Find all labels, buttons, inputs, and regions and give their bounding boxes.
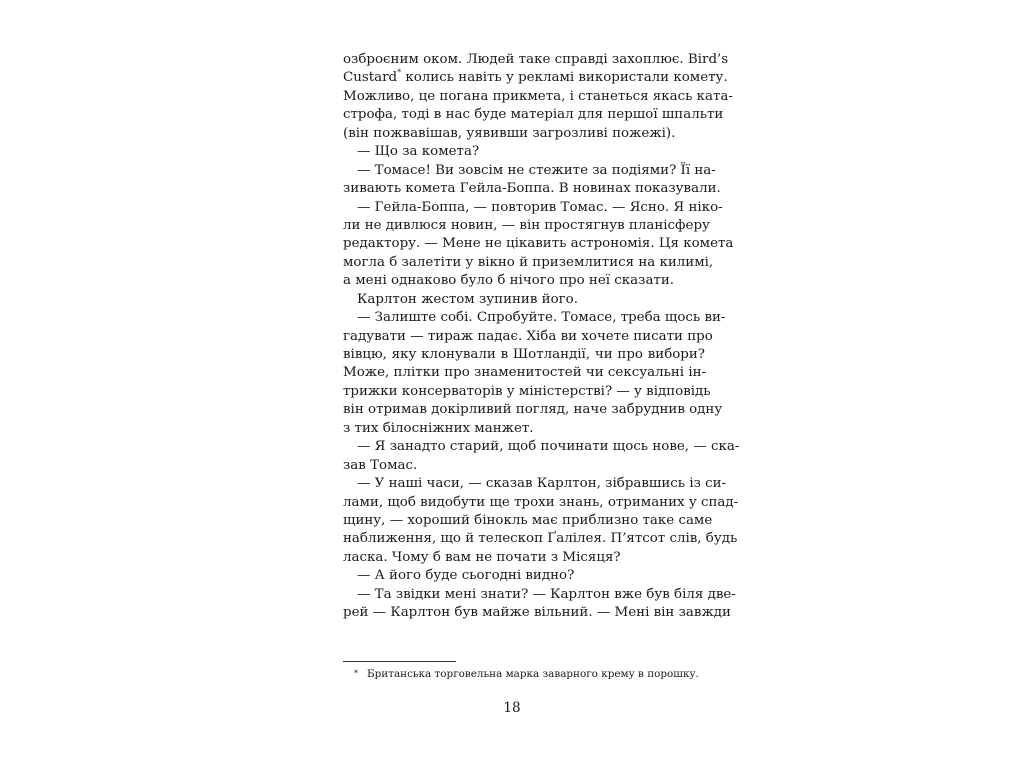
footnote-divider xyxy=(343,661,456,662)
text-line: вівцю, яку клонували в Шотландії, чи про вибори? xyxy=(343,347,705,362)
text-line: могла б залетіти у вікно й приземлитися на килимі, xyxy=(343,254,714,270)
text-line: ли не дивлюся новин, — він простягнув планісферу xyxy=(343,217,710,233)
text-line: редактору. — Мене не цікавить астрономія. Ця комета xyxy=(343,236,734,252)
footnote-mark: * xyxy=(354,669,358,678)
text-line: Карлтон жестом зупинив його. xyxy=(357,291,578,307)
text-line: з тих білосніжних манжет. xyxy=(343,420,534,436)
footnote-ref-mark: * xyxy=(397,68,402,78)
text-line-with-footnote-ref xyxy=(343,68,728,87)
footnote-ref-word: Custard xyxy=(343,70,398,86)
text-line: строфа, тоді в нас буде матеріал для першої шпальти xyxy=(343,107,724,123)
text-line: — Я занадто старий, щоб починати щось нове, — ска- xyxy=(357,439,740,455)
text-line: щину, — хороший бінокль має приблизно таке саме xyxy=(343,512,713,528)
text-line: Може, плітки про знаменитостей чи сексуальні ін- xyxy=(343,365,707,381)
text-line: а мені однаково було б нічого про неї сказати. xyxy=(343,273,675,289)
page-number: 18 xyxy=(503,700,521,716)
text-line: — Що за комета? xyxy=(357,144,480,160)
text-line: зивають комета Гейла-Боппа. В новинах показували. xyxy=(343,181,721,197)
text-line: — А його буде сьогодні видно? xyxy=(357,568,575,584)
text-line-rest: колись навіть у рекламі використали комету. xyxy=(405,70,728,86)
text-line: озброєним оком. Людей таке справді захоплює. Bird’s xyxy=(343,52,729,67)
text-line: — Та звідки мені знати? — Карлтон вже був біля две- xyxy=(357,586,736,602)
text-line: наближення, що й телескоп Ґалілея. П’ятсот слів, будь xyxy=(343,531,738,547)
text-line: зав Томас. xyxy=(343,457,418,473)
text-line: — Томасе! Ви зовсім не стежите за подіями? Її на- xyxy=(357,162,716,178)
text-line: трижки консерваторів у міністерстві? — у відповідь xyxy=(343,383,711,399)
text-line: Можливо, це погана прикмета, і станеться якась ката- xyxy=(343,88,733,104)
text-line: гадувати — тираж падає. Хіба ви хочете писати про xyxy=(343,328,713,344)
body-text xyxy=(343,51,740,623)
footnote xyxy=(354,667,699,681)
text-line: рей — Карлтон був майже вільний. — Мені він завжди xyxy=(343,605,731,621)
footnote-text: Британська торговельна марка заварного крему в порошку. xyxy=(367,668,699,680)
text-line: — Гейла-Боппа, — повторив Томас. — Ясно. Я ніко- xyxy=(357,199,723,215)
text-line: (він пожвавішав, уявивши загрозливі пожежі). xyxy=(343,125,676,141)
text-line: він отримав докірливий погляд, наче забруднив одну xyxy=(343,402,723,418)
text-line: ласка. Чому б вам не почати з Місяця? xyxy=(343,549,621,565)
text-line: — У наші часи, — сказав Карлтон, зібравшись із си- xyxy=(357,476,727,492)
text-line: лами, щоб видобути ще трохи знань, отриманих у спад- xyxy=(343,494,739,510)
text-line: — Залиште собі. Спробуйте. Томасе, треба щось ви- xyxy=(357,310,726,326)
